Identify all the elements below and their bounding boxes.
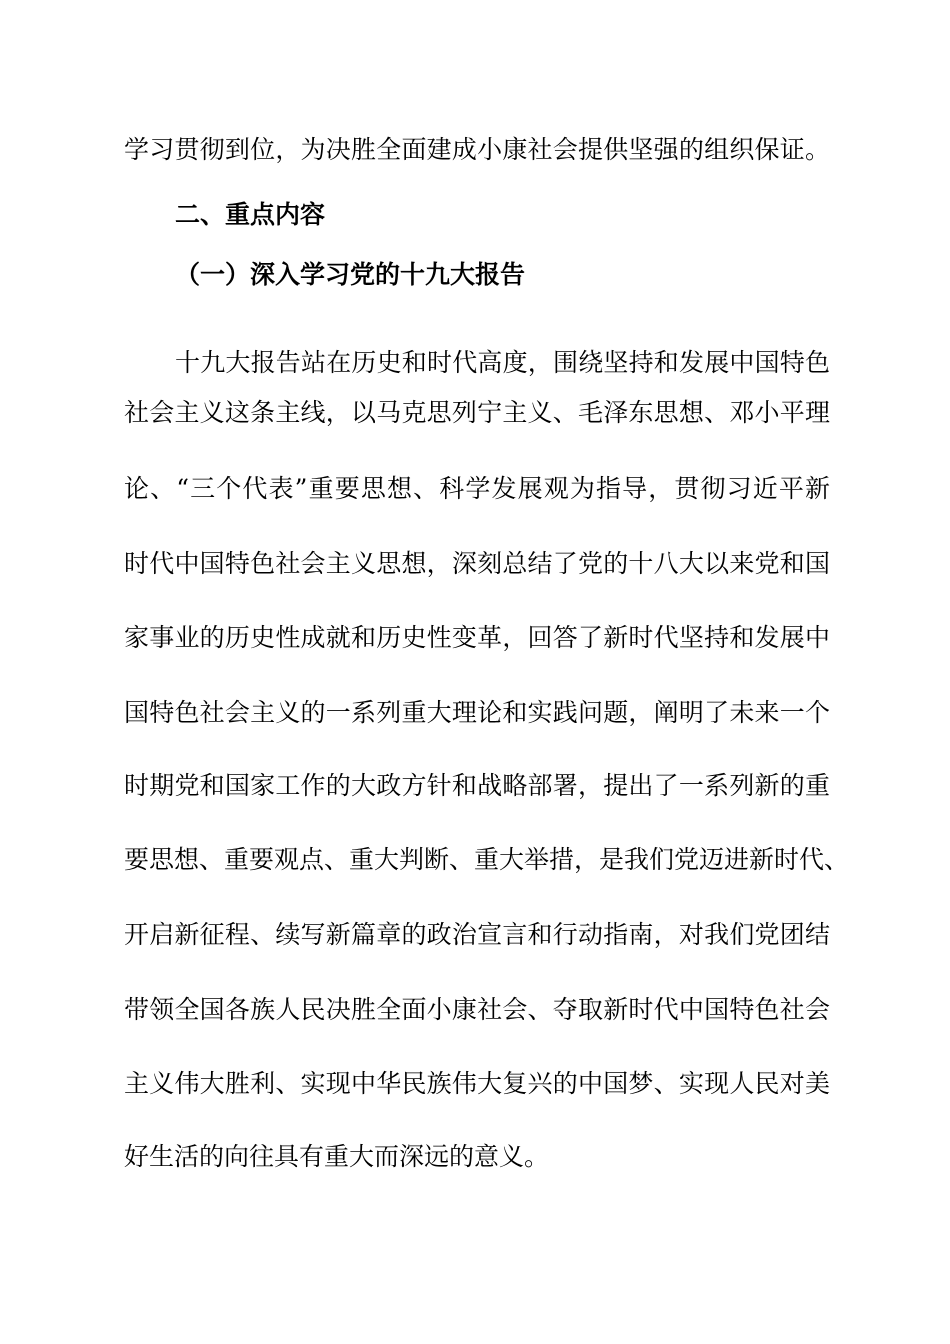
paragraph-line: 国特色社会主义的一系列重大理论和实践问题，阐明了未来一个 — [124, 698, 830, 727]
paragraph-line: 十九大报告站在历史和时代高度，围绕坚持和发展中国特色 — [175, 348, 830, 377]
section-heading: 二、重点内容 — [175, 200, 326, 229]
paragraph-line: 带领全国各族人民决胜全面小康社会、夺取新时代中国特色社会 — [124, 995, 830, 1024]
paragraph-line: 社会主义这条主线，以马克思列宁主义、毛泽东思想、邓小平理 — [124, 398, 830, 427]
paragraph-line: 好生活的向往具有重大而深远的意义。 — [124, 1142, 550, 1171]
intro-line: 学习贯彻到位，为决胜全面建成小康社会提供坚强的组织保证。 — [124, 135, 830, 164]
paragraph-line: 时代中国特色社会主义思想，深刻总结了党的十八大以来党和国 — [124, 549, 830, 578]
paragraph-line: 开启新征程、续写新篇章的政治宣言和行动指南，对我们党团结 — [124, 920, 830, 949]
subsection-heading: （一）深入学习党的十九大报告 — [175, 260, 526, 289]
paragraph-line: 要思想、重要观点、重大判断、重大举措，是我们党迈进新时代、 — [124, 845, 850, 874]
paragraph-line: 论、“三个代表”重要思想、科学发展观为指导，贯彻习近平新 — [124, 474, 830, 503]
paragraph-line: 家事业的历史性成就和历史性变革，回答了新时代坚持和发展中 — [124, 623, 830, 652]
paragraph-line: 时期党和国家工作的大政方针和战略部署，提出了一系列新的重 — [124, 771, 830, 800]
paragraph-line: 主义伟大胜利、实现中华民族伟大复兴的中国梦、实现人民对美 — [124, 1069, 830, 1098]
